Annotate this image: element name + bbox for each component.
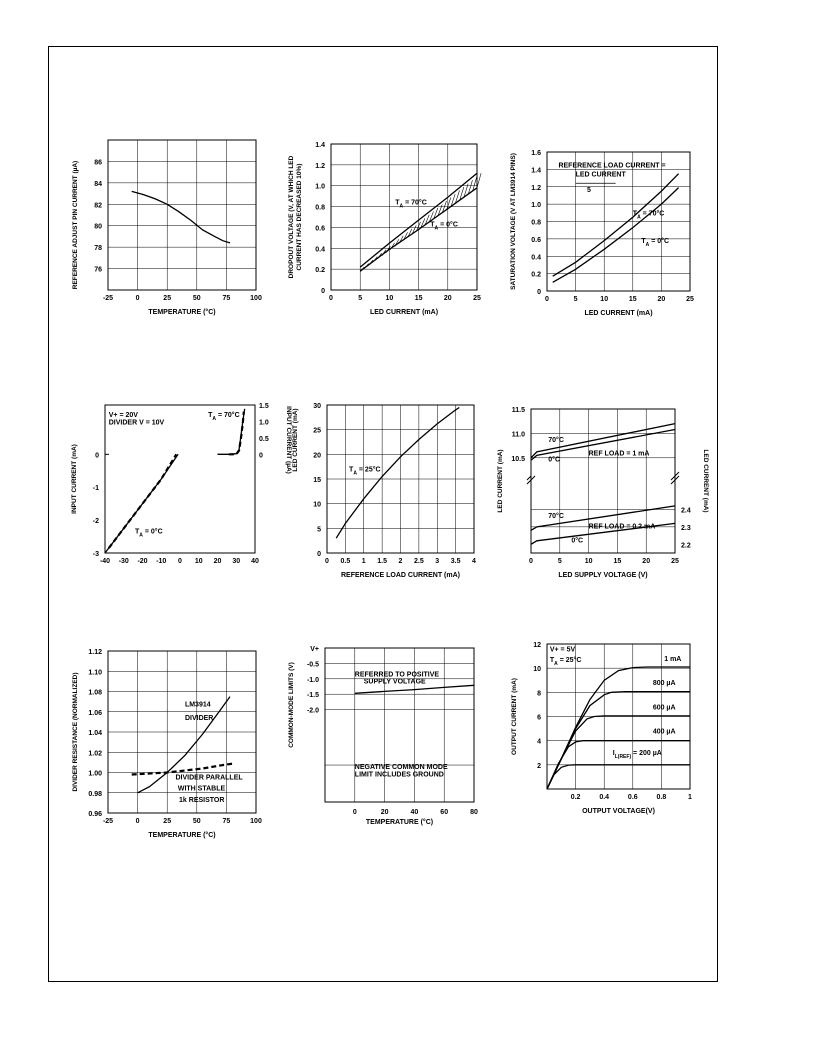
annotation: DIVIDER <box>184 714 214 722</box>
x-tick-label: -20 <box>137 558 148 565</box>
x-tick-label: 5 <box>573 296 578 303</box>
x-tick-label: 10 <box>385 295 394 302</box>
y-tick-label: 1.2 <box>531 184 541 192</box>
x-tick-label: 2 <box>398 558 403 565</box>
x-tick-label: 1.5 <box>377 558 387 565</box>
series-line <box>553 174 679 277</box>
series-line <box>547 765 690 789</box>
y-tick-label: -1.5 <box>306 692 319 700</box>
annotation: $T_A = 70^\circ C$ <box>395 199 427 210</box>
y-axis-label: LED CURRENT (mA) <box>292 408 299 472</box>
annotation: $T_A = 70^\circ C$ <box>208 412 240 423</box>
x-axis-label: TEMPERATURE (°C) <box>148 832 216 839</box>
y-tick-label: 30 <box>313 403 321 410</box>
x-tick-label: 60 <box>440 809 449 816</box>
x-tick-label: 10 <box>194 558 203 565</box>
y-right-tick-label: 0 <box>259 452 263 460</box>
y-tick-label: 1.4 <box>531 167 541 175</box>
x-tick-label: 0 <box>529 558 533 565</box>
y-right-tick-label: 2.2 <box>681 542 691 550</box>
x-tick-label: 20 <box>213 558 222 565</box>
x-tick-label: 30 <box>232 558 241 565</box>
y-axis-label: OUTPUT CURRENT (mA) <box>511 678 518 755</box>
y-tick-label: 6 <box>537 714 541 722</box>
chart-divider <box>72 649 262 839</box>
x-tick-label: 50 <box>192 295 201 302</box>
x-tick-label: 2.5 <box>414 558 424 565</box>
annotation: 400 µA <box>652 728 676 736</box>
y-tick-label: 0.6 <box>315 225 325 233</box>
x-tick-label: 5 <box>358 295 363 302</box>
x-tick-label: 4 <box>472 558 476 565</box>
y-tick-label: V+ <box>310 646 319 653</box>
y-axis-label: LED CURRENT (mA) <box>497 449 504 513</box>
chart-led-vs-ref <box>292 403 476 579</box>
y-tick-label: 15 <box>313 477 321 484</box>
y-tick-label: 0.8 <box>531 219 541 227</box>
y-tick-label: 10.5 <box>511 455 525 463</box>
x-tick-label: 0.5 <box>340 558 351 565</box>
y-tick-label: 0 <box>95 452 99 460</box>
y-right-axis-label: INPUT CURRENT (µA) <box>285 406 292 474</box>
plot-frame <box>105 405 255 553</box>
x-axis-label: LED CURRENT (mA) <box>369 309 439 316</box>
x-tick-label: 75 <box>222 295 231 302</box>
series-line <box>547 716 690 789</box>
y-tick-label: 84 <box>94 180 102 188</box>
y-tick-label: 12 <box>533 642 541 649</box>
x-tick-label: 0 <box>178 558 182 565</box>
annotation: WITH STABLE <box>177 785 226 793</box>
y-tick-label: 0.96 <box>88 811 102 818</box>
y-axis-label: CURRENT HAS DECREASED 10%) <box>296 163 303 271</box>
y-tick-label: -2 <box>92 518 99 526</box>
chart-common-mode <box>288 646 478 826</box>
y-tick-label: 1.04 <box>88 730 102 737</box>
y-tick-label: 4 <box>537 738 541 746</box>
annotation: $T_A = 70^\circ C$ <box>632 210 665 221</box>
y-tick-label: 8 <box>537 690 541 698</box>
annotation: 70°C <box>548 437 564 445</box>
x-tick-label: 20 <box>443 295 452 302</box>
chart-led-supply <box>497 407 709 579</box>
x-tick-label: 25 <box>671 558 679 565</box>
y-tick-label: 1.02 <box>88 750 102 758</box>
chart-input-current <box>71 403 292 565</box>
x-tick-label: 5 <box>557 558 562 565</box>
y-tick-label: 1.4 <box>315 142 325 149</box>
chart-dropout <box>288 142 481 316</box>
y-tick-label: 1.0 <box>315 183 325 191</box>
y-axis-label: DROPOUT VOLTAGE (V, AT WHICH LED <box>288 155 295 279</box>
x-axis-label: TEMPERATURE (°C) <box>148 309 216 316</box>
hatch <box>477 173 481 188</box>
y-tick-label: 0.2 <box>531 271 541 279</box>
x-axis-label: OUTPUT VOLTAGE(V) <box>582 808 655 815</box>
x-tick-label: 1 <box>688 794 692 801</box>
y-tick-label: 0.6 <box>531 236 541 244</box>
x-tick-label: 20 <box>380 809 389 816</box>
x-tick-label: 40 <box>251 558 259 565</box>
annotation: LED CURRENT <box>575 171 626 179</box>
x-axis-label: REFERENCE LOAD CURRENT (mA) <box>341 572 460 579</box>
annotation: LIMIT INCLUDES GROUND <box>354 771 444 779</box>
series-line <box>132 763 235 774</box>
y-tick-label: 1.12 <box>88 649 102 656</box>
y-tick-label: 78 <box>94 245 102 253</box>
x-tick-label: 0 <box>329 295 333 302</box>
x-tick-label: 20 <box>642 558 651 565</box>
annotation: 1k RESISTOR <box>179 796 225 804</box>
y-tick-label: 1.08 <box>88 689 102 697</box>
y-axis-label: REFERENCE ADJUST PIN CURRENT (µA) <box>72 160 79 290</box>
y-tick-label: -2.0 <box>306 707 319 715</box>
x-tick-label: 0 <box>325 558 329 565</box>
y-axis-label: COMMON-MODE LIMITS (V) <box>288 662 295 748</box>
annotation: $T_A = 25^\circ C$ <box>349 466 381 477</box>
y-tick-label: 20 <box>313 452 321 460</box>
x-tick-label: 25 <box>473 295 481 302</box>
y-right-tick-label: 1.5 <box>259 403 269 410</box>
x-tick-label: -10 <box>156 558 167 565</box>
annotation: REFERENCE LOAD CURRENT = <box>558 162 666 170</box>
y-axis-label: SATURATION VOLTAGE (V AT LM3914 PINS) <box>510 153 517 290</box>
x-tick-label: 15 <box>414 295 423 302</box>
y-tick-label: 1.2 <box>315 162 325 170</box>
annotation: 70°C <box>548 513 564 521</box>
annotation: $T_A = 0^\circ C$ <box>641 238 670 249</box>
x-tick-label: 100 <box>250 818 262 825</box>
y-tick-label: -3 <box>92 551 99 558</box>
y-tick-label: 80 <box>94 223 102 231</box>
annotation: 5 <box>587 186 591 194</box>
series-line <box>132 191 230 243</box>
annotation: 600 µA <box>652 704 676 712</box>
y-tick-label: 1.00 <box>88 770 102 778</box>
y-tick-label: 11.0 <box>511 431 525 439</box>
y-right-tick-label: 2.3 <box>681 524 691 532</box>
x-tick-label: 10 <box>600 296 609 303</box>
chart-output-current <box>511 642 692 815</box>
y-tick-label: 0.4 <box>531 254 541 262</box>
x-tick-label: 10 <box>584 558 593 565</box>
annotation: 0°C <box>571 537 584 545</box>
annotation: 1 mA <box>664 655 682 663</box>
x-tick-label: 1 <box>361 558 366 565</box>
annotation: NEGATIVE COMMON MODE <box>354 764 448 772</box>
y-right-tick-label: 0.5 <box>259 435 269 443</box>
x-tick-label: -25 <box>102 818 114 825</box>
annotation: V+ = 20V <box>108 412 138 420</box>
y-tick-label: 1.06 <box>88 709 102 717</box>
x-axis-label: LED CURRENT (mA) <box>584 310 653 317</box>
y-tick-label: 82 <box>94 202 102 210</box>
annotation: $T_A = 0^\circ C$ <box>430 221 458 232</box>
y-tick-label: 10 <box>533 666 541 674</box>
y-axis-label: INPUT CURRENT (mA) <box>71 444 78 514</box>
x-tick-label: 20 <box>657 296 666 303</box>
y-tick-label: -1.0 <box>306 676 319 684</box>
x-tick-label: -30 <box>118 558 129 565</box>
plot-frame <box>331 144 477 290</box>
y-tick-label: 0 <box>317 551 321 558</box>
x-tick-label: 25 <box>163 818 172 825</box>
annotation: REF LOAD = 1 mA <box>588 450 650 458</box>
y-right-axis-label: LED CURRENT (mA) <box>702 449 709 513</box>
plot-frame <box>531 409 675 553</box>
plot-frame <box>108 140 256 290</box>
series-line <box>553 188 679 283</box>
x-tick-label: 25 <box>686 296 694 303</box>
x-tick-label: 0 <box>545 296 549 303</box>
annotation: $I_{L(REF)} = 200$ µA <box>612 750 662 761</box>
y-tick-label: 86 <box>94 159 102 167</box>
annotation: 0°C <box>548 456 561 464</box>
x-tick-label: 3 <box>435 558 440 565</box>
y-tick-label: 0.4 <box>315 246 325 254</box>
x-axis-label: LED SUPPLY VOLTAGE (V) <box>558 572 648 579</box>
x-tick-label: 0.4 <box>599 794 610 801</box>
y-tick-label: 0 <box>321 288 325 295</box>
y-tick-label: -1 <box>92 485 99 493</box>
x-tick-label: 40 <box>410 809 419 816</box>
y-tick-label: 10 <box>313 501 321 509</box>
annotation: REFERRED TO POSITIVE <box>354 671 440 679</box>
annotation: SUPPLY VOLTAGE <box>363 678 426 686</box>
x-tick-label: 75 <box>222 818 231 825</box>
x-tick-label: 0 <box>135 818 140 825</box>
y-tick-label: 0.98 <box>88 790 102 798</box>
x-tick-label: 0 <box>352 809 357 816</box>
annotation: $T_A = 25^\circ C$ <box>549 657 582 668</box>
x-tick-label: 25 <box>163 295 172 302</box>
y-tick-label: 11.5 <box>511 407 525 414</box>
x-tick-label: 80 <box>470 809 478 816</box>
annotation: REF LOAD = 0.2 mA <box>588 523 656 531</box>
y-tick-label: 1.0 <box>531 202 541 210</box>
y-tick-label: 0 <box>537 289 541 296</box>
annotation: V+ = 5V <box>549 646 576 654</box>
annotation: DIVIDER V = 10V <box>108 419 165 427</box>
annotation: $T_A = 0^\circ C$ <box>135 528 163 539</box>
x-tick-label: 15 <box>613 558 622 565</box>
y-tick-label: 76 <box>94 266 102 274</box>
x-tick-label: 3.5 <box>450 558 461 565</box>
y-tick-label: 25 <box>313 427 321 435</box>
x-tick-label: 0.8 <box>656 794 667 801</box>
x-tick-label: 100 <box>250 295 262 302</box>
y-tick-label: 1.6 <box>531 150 541 157</box>
y-right-tick-label: 1.0 <box>259 419 269 427</box>
y-axis-label: DIVIDER RESISTANCE (NORMALIZED) <box>72 672 79 792</box>
x-tick-label: -40 <box>99 558 111 565</box>
y-tick-label: 0.2 <box>315 267 325 275</box>
x-axis-label: TEMPERATURE (°C) <box>365 819 434 826</box>
annotation: DIVIDER PARALLEL <box>175 774 243 782</box>
x-tick-label: 15 <box>628 296 637 303</box>
y-right-tick-label: 2.4 <box>681 507 691 515</box>
chart-saturation <box>510 150 694 317</box>
x-tick-label: -25 <box>102 295 114 302</box>
y-tick-label: 5 <box>317 526 321 534</box>
annotation: LM3914 <box>184 701 211 709</box>
x-tick-label: 0 <box>135 295 140 302</box>
annotation: 800 µA <box>652 680 676 688</box>
x-tick-label: 0.2 <box>570 794 581 801</box>
y-tick-label: 0.8 <box>315 204 325 212</box>
x-tick-label: 0.6 <box>627 794 638 801</box>
y-tick-label: -0.5 <box>306 661 319 669</box>
y-tick-label: 1.10 <box>88 669 102 677</box>
x-tick-label: 50 <box>192 818 201 825</box>
y-tick-label: 2 <box>537 762 541 770</box>
chart-ref-adjust <box>72 140 262 316</box>
